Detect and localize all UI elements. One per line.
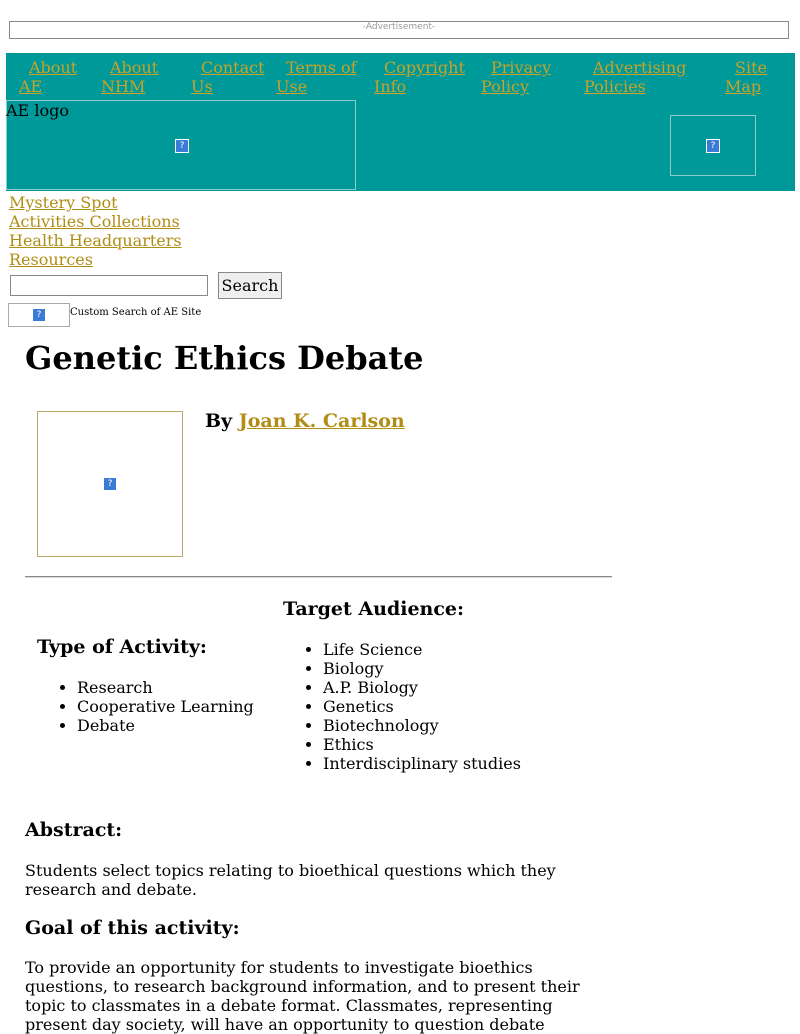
broken-image-icon: ? [103, 477, 117, 491]
abstract-text: Students select topics relating to bioethical questions which they research and debate. [25, 861, 556, 899]
advertisement-banner[interactable] [9, 21, 789, 39]
sidebar-link-mystery-spot[interactable]: Mystery Spot [9, 193, 118, 212]
list-item: • Biology [323, 659, 521, 678]
custom-search-logo [8, 303, 70, 327]
sidebar-link-activities-collections[interactable]: Activities Collections [9, 212, 180, 231]
top-navigation-bar [6, 53, 795, 191]
list-item: • Biotechnology [323, 716, 521, 735]
nav-link-terms-of-use[interactable]: Terms of Use [276, 58, 357, 96]
page-title: Genetic Ethics Debate [25, 339, 424, 377]
nav-link-advertising-policies[interactable]: Advertising Policies [584, 58, 687, 96]
search-button[interactable]: Search [218, 272, 282, 299]
activity-type-list [37, 678, 254, 735]
list-item: • A.P. Biology [323, 678, 521, 697]
activity-type-heading: Type of Activity: [37, 636, 207, 658]
header-right-image[interactable] [670, 115, 756, 176]
target-audience-list [283, 640, 521, 773]
broken-image-icon: ? [706, 139, 720, 153]
sidebar-links [9, 193, 182, 269]
list-item: • Cooperative Learning [77, 697, 254, 716]
divider [25, 576, 612, 578]
search-input[interactable] [10, 275, 208, 296]
list-item: • Interdisciplinary studies [323, 754, 521, 773]
nav-link-about-ae[interactable]: About AE [19, 58, 78, 96]
byline [205, 410, 405, 432]
nav-link-privacy-policy[interactable]: Privacy Policy [481, 58, 552, 96]
list-item: • Ethics [323, 735, 521, 754]
abstract-heading: Abstract: [25, 819, 123, 841]
nav-link-site-map[interactable]: Site Map [725, 58, 767, 96]
goal-heading: Goal of this activity: [25, 917, 240, 939]
ae-logo-alt-text: AE logo [6, 101, 69, 120]
nav-link-copyright-info[interactable]: Copyright Info [374, 58, 465, 96]
sidebar-link-resources[interactable]: Resources [9, 250, 93, 269]
goal-text: To provide an opportunity for students to investigate bioethics questions, to research background information, and to present their topic to classmates in a debate format. Classmates, representing present day society, will have an opportunity to question debate [25, 958, 580, 1034]
author-link[interactable]: Joan K. Carlson [238, 410, 405, 432]
list-item: • Debate [77, 716, 254, 735]
author-photo [37, 411, 183, 557]
list-item: • Research [77, 678, 254, 697]
target-audience-heading: Target Audience: [283, 598, 465, 620]
broken-image-icon: ? [32, 308, 46, 322]
custom-search-label: Custom Search of AE Site [70, 307, 202, 318]
sidebar-link-health-headquarters[interactable]: Health Headquarters [9, 231, 182, 250]
nav-link-contact-us[interactable]: Contact Us [191, 58, 265, 96]
broken-image-icon: ? [175, 139, 189, 153]
nav-link-about-nhm[interactable]: About NHM [101, 58, 159, 96]
list-item: • Genetics [323, 697, 521, 716]
advertisement-label: -Advertisement- [362, 22, 436, 32]
list-item: • Life Science [323, 640, 521, 659]
by-label: By [205, 410, 233, 432]
